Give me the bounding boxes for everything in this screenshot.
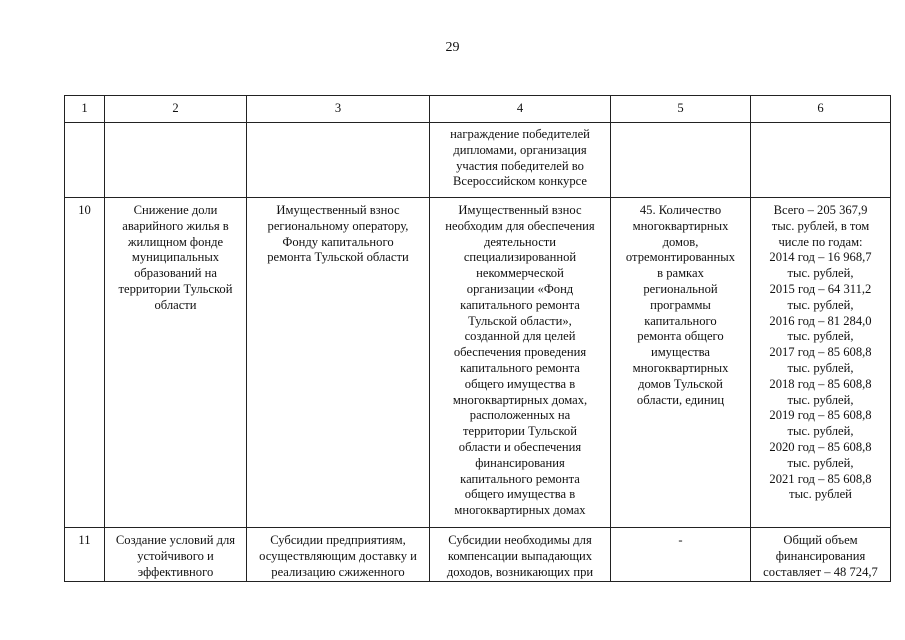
goal-cell: Создание условий для устойчивого и эффективного — [105, 528, 247, 582]
goal-cell — [105, 123, 247, 198]
funding-cell: Всего – 205 367,9 тыс. рублей, в том числе по годам: 2014 год – 16 968,7 тыс. рублей, 2015 год – 64 311,2 тыс. рублей, 2016 год – 81 284,0 тыс. рублей, 2017 год – 85 608,8 тыс. рублей, 2018 год – 85 608,8 тыс. рублей, 2019 год – 85 608,8 тыс. рублей, 2020 год – 85 608,8 тыс. рублей, 2021 год – 85 608,8 тыс. рублей — [751, 198, 891, 528]
table-row — [65, 123, 891, 198]
row-number-cell: 10 — [65, 198, 105, 528]
column-header: 6 — [751, 96, 891, 123]
funding-cell: Общий объем финансирования составляет – 48 724,7 — [751, 528, 891, 582]
rationale-cell: Имущественный взнос необходим для обеспечения деятельности специализированной некоммерческой организации «Фонд капитального ремонта Тульской области», созданной для целей обеспечения проведения капитального ремонта общего имущества в многоквартирных домах, расположенных на территории Тульской области и обеспечения финансирования капитального ремонта общего имущества в многоквартирных домах — [430, 198, 611, 528]
funding-cell — [751, 123, 891, 198]
table-header-row — [65, 96, 891, 123]
indicator-cell: - — [611, 528, 751, 582]
measure-cell: Имущественный взнос региональному оператору, Фонду капитального ремонта Тульской области — [247, 198, 430, 528]
column-header: 2 — [105, 96, 247, 123]
column-header: 4 — [430, 96, 611, 123]
column-header: 5 — [611, 96, 751, 123]
rationale-cell: награждение победителей дипломами, организация участия победителей во Всероссийском конкурсе — [430, 123, 611, 198]
indicator-cell: 45. Количество многоквартирных домов, отремонтированных в рамках региональной программы капитального ремонта общего имущества многоквартирных домов Тульской области, единиц — [611, 198, 751, 528]
column-header: 1 — [65, 96, 105, 123]
indicator-cell — [611, 123, 751, 198]
goal-cell: Снижение доли аварийного жилья в жилищном фонде муниципальных образований на территории Тульской области — [105, 198, 247, 528]
measure-cell: Субсидии предприятиям, осуществляющим доставку и реализацию сжиженного — [247, 528, 430, 582]
column-header: 3 — [247, 96, 430, 123]
page-number: 29 — [445, 40, 460, 55]
table-row — [65, 198, 891, 528]
program-table — [64, 95, 891, 582]
row-number-cell: 11 — [65, 528, 105, 582]
measure-cell — [247, 123, 430, 198]
rationale-cell: Субсидии необходимы для компенсации выпадающих доходов, возникающих при — [430, 528, 611, 582]
table-row — [65, 528, 891, 582]
row-number-cell — [65, 123, 105, 198]
